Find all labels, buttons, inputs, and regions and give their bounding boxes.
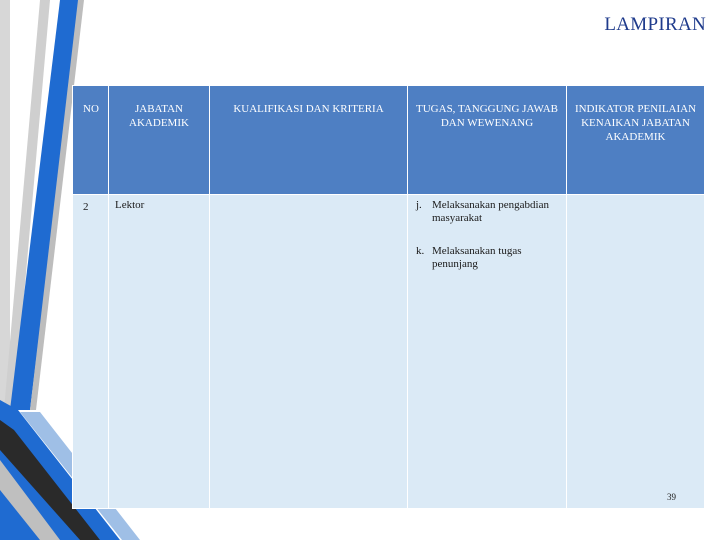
header-indikator: INDIKATOR PENILAIAN KENAIKAN JABATAN AKADEMIK (567, 86, 705, 195)
cell-jabatan: Lektor (109, 195, 210, 509)
jabatan-table (72, 85, 705, 509)
task-text: Melaksanakan pengabdian masyarakat (432, 199, 549, 224)
header-no: NO (73, 86, 109, 195)
task-marker: j. (416, 199, 422, 211)
cell-kualifikasi (210, 195, 408, 509)
table-header-row (73, 86, 705, 195)
header-kualifikasi: KUALIFIKASI DAN KRITERIA (210, 86, 408, 195)
page-title: LAMPIRAN (604, 14, 706, 35)
task-text: Melaksanakan tugas penunjang (432, 245, 522, 270)
task-list (408, 195, 566, 271)
table-row (73, 195, 705, 509)
task-marker: k. (416, 245, 425, 257)
blue-stripe-diagonal (10, 0, 80, 410)
list-item (408, 199, 560, 225)
page-number: 39 (667, 492, 676, 502)
header-jabatan: JABATAN AKADEMIK (109, 86, 210, 195)
list-item (408, 245, 560, 271)
header-tugas: TUGAS, TANGGUNG JAWAB DAN WEWENANG (408, 86, 567, 195)
cell-tugas (408, 195, 567, 509)
cell-no: 2 (73, 195, 109, 509)
cell-indikator (567, 195, 705, 509)
